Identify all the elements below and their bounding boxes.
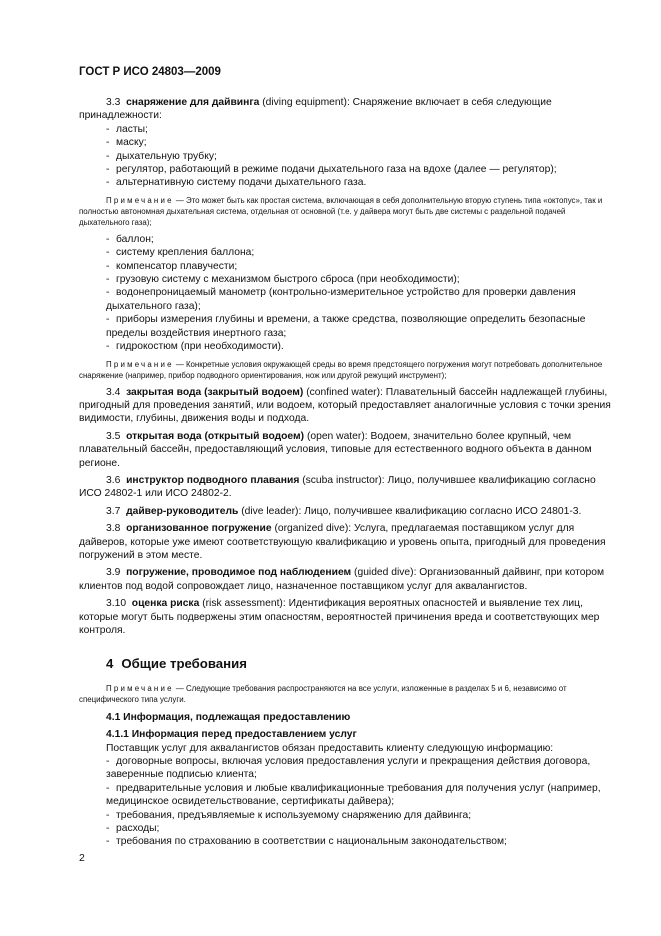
clause-number: 3.4 <box>106 386 121 398</box>
definition-3-4 <box>79 386 614 426</box>
dash-bullet: - <box>106 836 110 848</box>
term-english: (guided dive) <box>351 567 414 579</box>
note-text: — Конкретные условия окружающей среды во время предстоящего погружения могут потребовать дополнительное снаряжение (например, прибор подводного ориентирования, нож или другой режущий инструмент); <box>79 359 603 380</box>
definition-3-10 <box>79 597 614 637</box>
dash-bullet: - <box>106 260 110 272</box>
note-1 <box>79 195 614 228</box>
term-english: (scuba instructor) <box>299 474 382 486</box>
dash-bullet: - <box>106 782 110 794</box>
list-item: - баллон; <box>106 233 154 245</box>
definition-3-8 <box>79 522 614 562</box>
information-list <box>79 755 614 849</box>
dash-bullet: - <box>106 314 110 326</box>
dash-bullet: - <box>106 233 110 245</box>
list-item: - водонепроницаемый манометр (контрольно-измерительное устройство для проверки давления дыхательного газа); <box>106 287 576 312</box>
definition-text: : Снаряжение включает в себя следующие принадлежности: <box>79 97 552 122</box>
term: снаряжение для дайвинга <box>126 97 260 108</box>
dash-bullet: - <box>106 287 110 299</box>
dash-bullet: - <box>106 123 110 135</box>
term: погружение, проводимое под наблюдением <box>126 567 352 579</box>
note-label: Примечание <box>106 359 174 369</box>
list-item: - дыхательную трубку; <box>106 150 217 162</box>
dash-bullet: - <box>106 177 110 189</box>
term-english: (risk assessment) <box>199 598 283 610</box>
term-english: (organized dive) <box>271 523 349 535</box>
dash-bullet: - <box>106 341 110 353</box>
section-4-heading: 4 Общие требования <box>106 656 247 672</box>
dash-bullet: - <box>106 247 110 259</box>
dash-bullet: - <box>106 137 110 149</box>
list-item: - требования по страхованию в соответствии с национальным законодательством; <box>106 836 507 848</box>
definition-text: : Лицо, получившее квалификацию согласно ИСО 24802-1 или ИСО 24802-2. <box>79 474 596 500</box>
definition-3-6 <box>79 474 614 501</box>
list-item: - регулятор, работающий в режиме подачи дыхательного газа на вдохе (далее — регулятор); <box>106 164 557 176</box>
term-english: (dive leader) <box>238 505 299 517</box>
definition-text: : Водоем, значительно более крупный, чем плавательный бассейн, предоставляющий условия, типовые для естественного водного объекта в данном регионе. <box>79 430 592 469</box>
definitions-list <box>79 386 614 638</box>
term: инструктор подводного плавания <box>126 474 300 486</box>
list-item: - маску; <box>106 137 147 149</box>
list-item: - компенсатор плавучести; <box>106 260 238 272</box>
dash-bullet: - <box>106 756 110 768</box>
term-english: (open water) <box>304 430 365 442</box>
list-item: - договорные вопросы, включая условия предоставления услуги и прекращения действия договора, заверенные подписью клиента; <box>106 756 591 781</box>
clause-number: 3.3 <box>106 97 121 108</box>
document-header: ГОСТ Р ИСО 24803—2009 <box>79 66 221 78</box>
clause-number: 3.9 <box>106 567 121 579</box>
definition-3-5 <box>79 430 614 470</box>
term: организованное погружение <box>126 523 272 535</box>
list-item: - систему крепления баллона; <box>106 247 255 259</box>
clause-number: 3.5 <box>106 430 121 442</box>
clause-number: 3.10 <box>106 598 127 610</box>
dash-bullet: - <box>106 164 110 176</box>
list-item: - предварительные условия и любые квалификационные требования для получения услуг (например, медицинское освидетельствование, сертификаты дайвера); <box>106 782 601 808</box>
dash-bullet: - <box>106 274 110 286</box>
note-label: Примечание <box>106 195 174 205</box>
note-label: Примечание <box>106 683 174 693</box>
term: открытая вода (открытый водоем) <box>126 430 305 442</box>
dash-bullet: - <box>106 150 110 162</box>
dash-bullet: - <box>106 823 110 835</box>
term: дайвер-руководитель <box>126 505 239 517</box>
equipment-list-2 <box>79 233 614 354</box>
term-english: (diving equipment) <box>259 97 347 108</box>
term: закрытая вода (закрытый водоем) <box>126 386 304 398</box>
paragraph-4-1-1: Поставщик услуг для аквалангистов обязан предоставить клиенту следующую информацию: <box>106 742 554 754</box>
definition-text: : Лицо, получившее квалификацию согласно ИСО 24801-3. <box>298 505 582 517</box>
definition-text: : Идентификация вероятных опасностей и выявление тех лиц, которые могут быть подвержены этим опасностям, вероятностей причинения вреда и соответствующих мер контроля. <box>79 598 600 636</box>
note-text: — Это может быть как простая система, включающая в себя дополнительную вторую ступень типа «октопус», так и полностью автономная дыхательная система, отдельная от основной (т.е. у дайвера могут быть две системы с раздельной подачей дыхательного газа); <box>79 195 603 227</box>
subsection-4-1-1: 4.1.1 Информация перед предоставлением услуг <box>106 729 357 741</box>
list-item: - гидрокостюм (при необходимости). <box>106 341 284 353</box>
list-item: - ласты; <box>106 123 148 135</box>
dash-bullet: - <box>106 809 110 821</box>
term: оценка риска <box>131 598 200 610</box>
document-body <box>79 96 614 849</box>
note-3 <box>79 683 614 705</box>
subsection-4-1: 4.1 Информация, подлежащая предоставлению <box>106 711 351 723</box>
note-text: — Следующие требования распространяются на все услуги, изложенные в разделах 5 и 6, независимо от специфического типа услуги. <box>79 683 567 704</box>
note-2 <box>79 359 614 381</box>
list-item: - требования, предъявляемые к используемому снаряжению для дайвинга; <box>106 809 472 821</box>
definition-3-9 <box>79 566 614 593</box>
definition-3-3 <box>79 96 614 123</box>
list-item: - грузовую систему с механизмом быстрого сброса (при необходимости); <box>106 274 460 286</box>
term-english: (confined water) <box>303 386 381 398</box>
equipment-list-1 <box>79 123 614 190</box>
definition-3-7 <box>79 505 614 518</box>
definition-text: : Организованный дайвинг, при котором клиентов под водой сопровождает лицо, назначенное поставщиком услуг для аквалангистов. <box>79 567 605 592</box>
definition-text: : Плавательный бассейн надлежащей глубины, пригодный для проведения занятий, или водоем, который предоставляет аналогичные условия с точки зрения видимости, глубины, движения воды и подхода. <box>79 386 611 425</box>
clause-number: 3.7 <box>106 505 121 517</box>
page-number: 2 <box>79 852 85 864</box>
list-item: - приборы измерения глубины и времени, а также средства, позволяющие определить безопасные пределы воздействия инертного газа; <box>106 314 586 339</box>
clause-number: 3.8 <box>106 523 121 535</box>
list-item: - расходы; <box>106 823 160 835</box>
list-item: - альтернативную систему подачи дыхательного газа. <box>106 177 367 189</box>
definition-text: : Услуга, предлагаемая поставщиком услуг для дайверов, которые уже имеют соответствующую квалификацию и уровень опыта, пригодный для проведения погружений в этом месте. <box>79 523 606 561</box>
clause-number: 3.6 <box>106 474 121 486</box>
